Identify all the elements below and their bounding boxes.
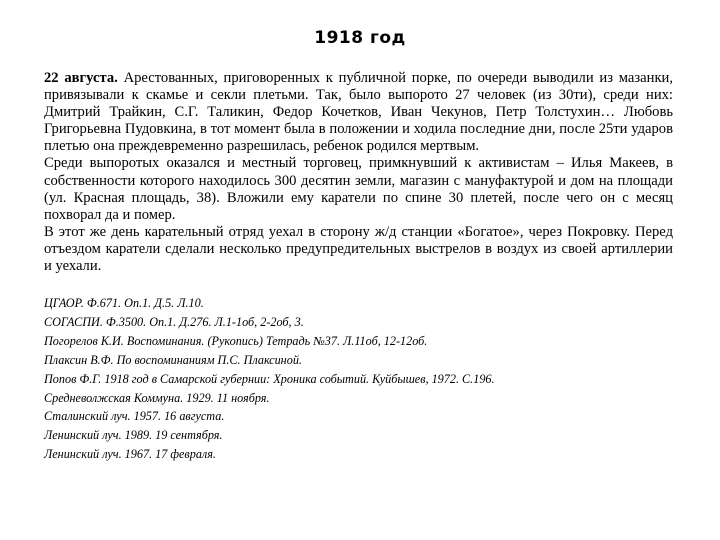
paragraph-1 [44, 70, 673, 155]
source-item: ЦГАОР. Ф.671. Оп.1. Д.5. Л.10. [44, 296, 204, 310]
paragraph-1-text: Арестованных, приговоренных к публичной порке, по очереди выводили из мазанки, привязывали к скамье и секли плетьми. Так, было выпорото 27 человек (из 30ти), среди них: Дмитрий Трайкин, С.Г. Таликин, Федор Кочетков, Иван Чекунов, Петр Толстухин… Любовь Григорьевна Пудовкина, в тот момент была в положении и ходила последние дни, после 25ти ударов плетью она преждевременно разрешилась, ребенок родился мертвым. [44, 70, 673, 155]
main-text [44, 70, 673, 275]
source-item: Погорелов К.И. Воспоминания. (Рукопись) Тетрадь №37. Л.11об, 12-12об. [44, 333, 428, 348]
paragraph-2: Среди выпоротых оказался и местный торговец, примкнувший к активистам – Илья Макеев, в собственности которого находилось 300 десятин земли, магазин с мануфактурой и дом на площади (ул. Красная площадь, 38). Вложили ему каратели по спине 30 плетей, после чего он с месяц похворал да и помер. [44, 155, 673, 223]
source-item: СОГАСПИ. Ф.3500. Оп.1. Д.276. Л.1-1об, 2-2об, 3. [44, 314, 304, 329]
source-item: Средневолжская Коммуна. 1929. 11 ноября. [44, 390, 270, 405]
paragraph-3: В этот же день карательный отряд уехал в сторону ж/д станции «Богатое», через Покровку. Перед отъездом каратели сделали несколько предупредительных выстрелов в воздух из своей артиллерии и уехали. [44, 223, 673, 275]
source-item: Ленинский луч. 1967. 17 февраля. [44, 447, 216, 462]
source-item: Попов Ф.Г. 1918 год в Самарской губернии: Хроника событий. Куйбышев, 1972. С.196. [44, 371, 495, 386]
source-item: Ленинский луч. 1989. 19 сентября. [44, 428, 223, 443]
date-heading: 22 августа. [44, 70, 118, 86]
page-title: 1918 год [314, 28, 406, 48]
source-item: Сталинский луч. 1957. 16 августа. [44, 409, 225, 424]
source-item: Плаксин В.Ф. По воспоминаниям П.С. Плаксиной. [44, 352, 302, 367]
sources-list [44, 294, 673, 464]
